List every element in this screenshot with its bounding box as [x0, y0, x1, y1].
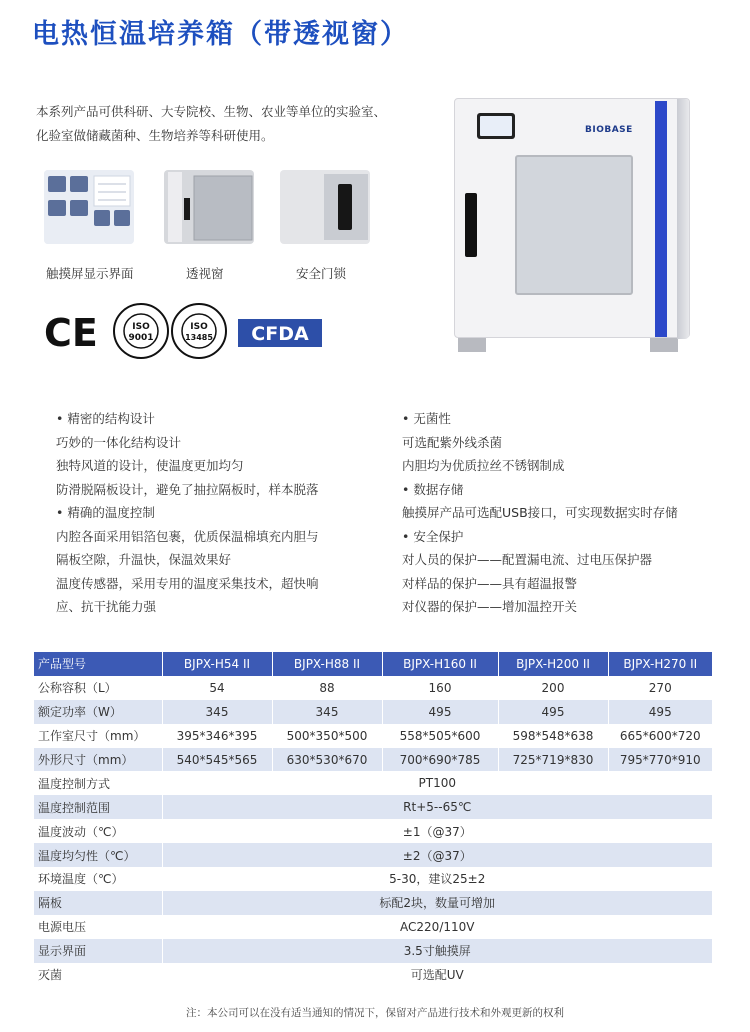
table-cell: 540*545*565 [162, 748, 272, 772]
table-cell: 5-30，建议25±2 [162, 867, 712, 891]
table-cell: 495 [608, 700, 712, 724]
row-label: 温度均匀性（℃） [34, 843, 162, 867]
row-label: 温度波动（℃） [34, 819, 162, 843]
table-row [34, 939, 712, 963]
cabinet-foot [650, 338, 678, 352]
thumbnail-label: 触摸屏显示界面 [46, 266, 134, 281]
intro-text: 本系列产品可供科研、大专院校、生物、农业等单位的实验室、化验室做储藏菌种、生物培养等科研使用。 [36, 104, 387, 143]
table-cell: 598*548*638 [498, 724, 608, 748]
touchscreen-icon [477, 113, 515, 139]
table-cell: 160 [382, 676, 498, 700]
table-header-cell: BJPX-H160 II [382, 652, 498, 676]
viewing-window-photo [164, 170, 254, 244]
table-row [34, 867, 712, 891]
table-header-row [34, 652, 712, 676]
table-cell: 3.5寸触摸屏 [162, 939, 712, 963]
feature-line: 独特风道的设计，使温度更加均匀 [56, 458, 244, 473]
cabinet-side [677, 99, 689, 339]
accent-stripe [655, 101, 667, 337]
feature-line: 触摸屏产品可选配USB接口，可实现数据实时存储 [402, 505, 678, 520]
table-cell: 270 [608, 676, 712, 700]
cfda-logo-icon [238, 319, 322, 351]
feature-line: 应、抗干扰能力强 [56, 599, 157, 614]
table-header-cell: BJPX-H88 II [272, 652, 382, 676]
row-label: 灭菌 [34, 963, 162, 987]
iso-9001-seal-icon [112, 302, 170, 364]
table-cell: 795*770*910 [608, 748, 712, 772]
row-label: 隔板 [34, 891, 162, 915]
table-row [34, 915, 712, 939]
table-header-cell: BJPX-H270 II [608, 652, 712, 676]
feature-line: 内胆均为优质拉丝不锈钢制成 [402, 458, 565, 473]
table-cell: 495 [382, 700, 498, 724]
row-label: 公称容积（L） [34, 676, 162, 700]
feature-line: • 无菌性 [402, 411, 451, 426]
features-left [56, 407, 319, 619]
svg-text:ISO: ISO [132, 322, 150, 332]
door-handle-icon [465, 193, 477, 257]
row-label: 电源电压 [34, 915, 162, 939]
row-label: 工作室尺寸（mm） [34, 724, 162, 748]
table-row [34, 795, 712, 819]
feature-line: 温度传感器，采用专用的温度采集技术，超快响 [56, 575, 319, 591]
row-label: 显示界面 [34, 939, 162, 963]
svg-text:CE: CE [44, 312, 98, 352]
table-cell: 标配2块，数量可增加 [162, 891, 712, 915]
table-row [34, 700, 712, 724]
table-header-cell: BJPX-H200 II [498, 652, 608, 676]
table-cell: 345 [272, 700, 382, 724]
touchscreen-ui-photo [44, 170, 134, 244]
table-row [34, 891, 712, 915]
table-cell: 500*350*500 [272, 724, 382, 748]
table-cell: 630*530*670 [272, 748, 382, 772]
table-row [34, 771, 712, 795]
table-cell: 88 [272, 676, 382, 700]
door-lock-photo [280, 170, 370, 244]
feature-line: • 安全保护 [402, 528, 464, 544]
table-cell: 395*346*395 [162, 724, 272, 748]
table-row [34, 676, 712, 700]
footnote: 注：本公司可以在没有适当通知的情况下，保留对产品进行技术和外观更新的权利 [186, 1007, 564, 1019]
table-cell: PT100 [162, 771, 712, 795]
table-row [34, 748, 712, 772]
svg-text:ISO: ISO [190, 322, 208, 332]
table-cell: 可选配UV [162, 963, 712, 987]
row-label: 额定功率（W） [34, 700, 162, 724]
iso-13485-seal-icon [170, 302, 228, 364]
row-label: 环境温度（℃） [34, 867, 162, 891]
table-cell: 665*600*720 [608, 724, 712, 748]
feature-line: 对样品的保护——具有超温报警 [402, 575, 578, 591]
table-row [34, 843, 712, 867]
spec-table [34, 652, 712, 986]
feature-line: • 精确的温度控制 [56, 505, 155, 520]
incubator-cabinet [454, 98, 690, 338]
svg-text:13485: 13485 [185, 333, 213, 342]
table-cell: ±1（@37） [162, 819, 712, 843]
feature-line: • 数据存储 [402, 481, 464, 497]
feature-line: 对仪器的保护——增加温控开关 [402, 599, 578, 614]
table-cell: 725*719*830 [498, 748, 608, 772]
table-cell: AC220/110V [162, 915, 712, 939]
thumbnail-label: 透视窗 [186, 266, 224, 281]
thumbnail-label: 安全门锁 [296, 266, 347, 281]
table-cell: 558*505*600 [382, 724, 498, 748]
product-photo [450, 98, 694, 352]
feature-line: 内腔各面采用铝箔包裹，优质保温棉填充内胆与 [56, 528, 319, 544]
feature-line: 巧妙的一体化结构设计 [56, 434, 182, 450]
table-header-cell: BJPX-H54 II [162, 652, 272, 676]
table-cell: 495 [498, 700, 608, 724]
brand-logo: BIOBASE [585, 125, 633, 135]
feature-line: 可选配紫外线杀菌 [402, 434, 503, 450]
table-row [34, 724, 712, 748]
feature-line: • 精密的结构设计 [56, 411, 155, 426]
table-row [34, 963, 712, 987]
table-cell: Rt+5--65℃ [162, 795, 712, 819]
ce-mark-icon [44, 312, 104, 356]
viewing-window [515, 155, 633, 295]
table-cell: 345 [162, 700, 272, 724]
row-label: 温度控制方式 [34, 771, 162, 795]
table-cell: ±2（@37） [162, 843, 712, 867]
table-cell: 700*690*785 [382, 748, 498, 772]
table-header-cell: 产品型号 [34, 652, 162, 676]
feature-line: 对人员的保护——配置漏电流、过电压保护器 [402, 552, 653, 567]
svg-text:9001: 9001 [128, 333, 154, 343]
row-label: 外形尺寸（mm） [34, 748, 162, 772]
row-label: 温度控制范围 [34, 795, 162, 819]
table-cell: 54 [162, 676, 272, 700]
features-right [402, 407, 678, 619]
table-cell: 200 [498, 676, 608, 700]
feature-line: 防滑脱隔板设计，避免了抽拉隔板时，样本脱落 [56, 481, 319, 497]
feature-line: 隔板空隙，升温快，保温效果好 [56, 552, 232, 567]
table-row [34, 819, 712, 843]
svg-text:CFDA: CFDA [251, 323, 309, 345]
cabinet-foot [458, 338, 486, 352]
page-title: 电热恒温培养箱（带透视窗） [32, 19, 409, 50]
